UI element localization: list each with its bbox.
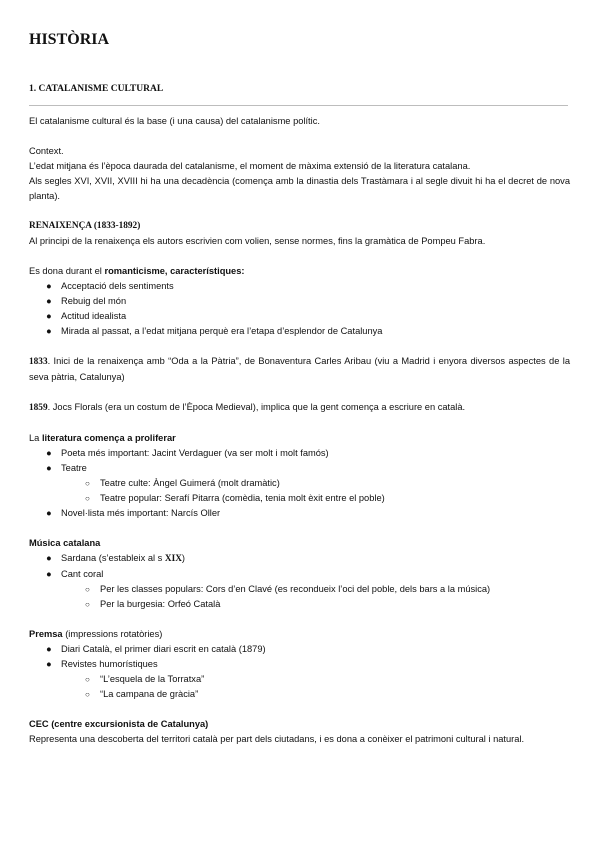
sub-list-item: ○ Teatre culte: Àngel Guimerá (molt dramàtic) [29,476,570,491]
romanticisme-intro: Es dona durant el romanticisme, característiques: [29,266,245,276]
list-item: ● Novel·lista més important: Narcís Oller [29,506,570,521]
list-item: ● Teatre [29,461,570,476]
sub-list-item: ○ Per les classes populars: Cors d’en Clavé (es recondueix l’oci del poble, dels bars a la música) [29,582,570,597]
premsa-heading: Premsa (impressions rotatòries) [29,629,163,639]
context-line: Als segles XVI, XVII, XVIII hi ha una decadència (comença amb la dinastia dels Trastàmara i al segle divuit hi ha el decret de nova planta). [29,176,570,201]
sub-list-item: ○ “L’esquela de la Torratxa” [29,672,570,687]
context-line: L’edat mitjana és l’època daurada del catalanisme, el moment de màxima extensió de la literatura catalana. [29,161,471,171]
year-1859-paragraph: 1859. Jocs Florals (era un costum de l’Època Medieval), implica que la gent comença a escriure en català. [29,402,466,413]
year-1833-paragraph: 1833. Inici de la renaixença amb “Oda a la Pàtria”, de Bonaventura Carles Aribau (viu a Madrid i enyora diversos aspectes de la seva pàtria, Catalunya) [29,356,570,382]
circle-bullet-icon: ○ [85,494,90,503]
list-item: ● Poeta més important: Jacint Verdaguer (va ser molt i molt famós) [29,446,570,461]
list-item: ● Diari Català, el primer diari escrit en català (1879) [29,642,570,657]
bullet-icon: ● [46,569,52,579]
intro-paragraph: El catalanisme cultural és la base (i una causa) del catalanisme polític. [29,116,320,126]
section-heading: 1. CATALANISME CULTURAL [29,84,164,94]
bullet-icon: ● [46,659,52,669]
cec-heading: CEC (centre excursionista de Catalunya) [29,719,209,729]
circle-bullet-icon: ○ [85,479,90,488]
list-item: ● Rebuig del món [29,294,570,309]
page-title: HISTÒRIA [29,31,110,48]
musica-heading: Música catalana [29,538,101,548]
premsa-list [29,642,570,702]
list-item: ● Cant coral [29,567,570,582]
list-item: ● Mirada al passat, a l’edat mitjana perquè era l’etapa d’esplendor de Catalunya [29,324,570,339]
document-body [29,114,570,747]
bullet-icon: ● [46,326,52,336]
divider [29,105,568,106]
literatura-list [29,446,570,521]
circle-bullet-icon: ○ [85,690,90,699]
sub-list-item: ○ Per la burgesia: Orfeó Català [29,597,570,612]
bullet-icon: ● [46,311,52,321]
list-item: ● Actitud idealista [29,309,570,324]
list-item: ● Sardana (s’estableix al s XIX) [46,553,186,564]
list-item: ● Revistes humorístiques [29,657,570,672]
bullet-icon: ● [46,553,52,563]
bullet-icon: ● [46,463,52,473]
renaixenca-heading: RENAIXENÇA (1833-1892) [29,221,141,231]
circle-bullet-icon: ○ [85,600,90,609]
renaixenca-text: Al principi de la renaixença els autors escrivien com volien, sense normes, fins la gramàtica de Pompeu Fabra. [29,236,486,246]
list-item: ● Acceptació dels sentiments [29,279,570,294]
bullet-icon: ● [46,281,52,291]
context-label: Context. [29,146,64,156]
cec-text: Representa una descoberta del territori català per part dels ciutadans, i es dona a conèixer el patrimoni cultural i natural. [29,734,525,744]
sub-list-item: ○ “La campana de gràcia” [29,687,570,702]
sub-list-item: ○ Teatre popular: Serafí Pitarra (comèdia, tenia molt èxit entre el poble) [29,491,570,506]
bullet-icon: ● [46,448,52,458]
bullet-icon: ● [46,296,52,306]
musica-list [29,551,570,612]
literatura-heading: La literatura comença a proliferar [29,433,176,443]
circle-bullet-icon: ○ [85,675,90,684]
romanticisme-list [29,279,570,339]
bullet-icon: ● [46,508,52,518]
bullet-icon: ● [46,644,52,654]
circle-bullet-icon: ○ [85,585,90,594]
